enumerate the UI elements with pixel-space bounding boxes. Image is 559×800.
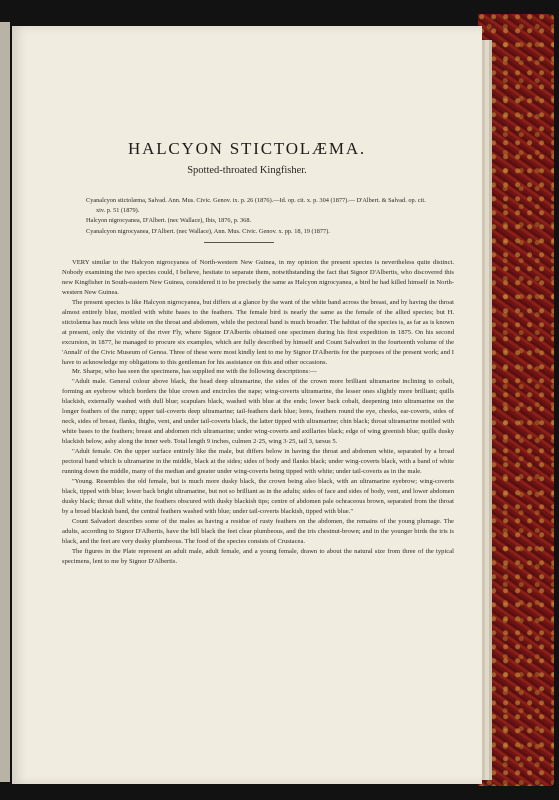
paragraph: Count Salvadori describes some of the males as having a residue of rusty feathers on the abdomen, the remains of the young plumage. The adults, according to Signor D'Albertis, have the bill black the feet clear plumbeous, and the iris chestnut-brown; and in the younger birds the iris is black, and the feet are very dusky plumbeous. The food of the species consists of Crustacea. [62, 517, 454, 545]
page-subtitle: Spotted-throated Kingfisher. [187, 165, 307, 176]
book-page [12, 26, 482, 784]
synonymy-block [86, 196, 426, 237]
synonym-entry: Cyanalcyon nigrocyanea, D'Albert. (nec Wallace), Ann. Mus. Civic. Genov. x. pp. 18, 19 (1877). [86, 227, 330, 235]
synonym-entry: Halcyon nigrocyanea, D'Albert. (nec Wallace), Ibis, 1876, p. 368. [86, 217, 252, 225]
paragraph: "Adult female. On the upper surface entirely like the male, but differs below in having the throat and abdomen white, separated by a broad pectoral band which is ultramarine in the middle, black at the sides; sides of body and flanks black; under wing-coverts black, with a band of white running down the middle, many of the median and greater under wing-coverts being tipped with white; under tail-coverts as in the male. [62, 448, 454, 476]
paragraph: VERY similar to the Halcyon nigrocyanea of North-western New Guinea, in my opinion the present species is nevertheless quite distinct. Nobody examining the two species could, I believe, hesitate to separate them, notwithstanding the fact that Signor D'Albertis, who discovered this new Kingfisher in South-eastern New Guinea, considered it to be precisely the same as Halcyon nigrocyanea, a bird he had killed himself in North-western New Guinea. [62, 259, 454, 296]
paragraph: "Adult male. General colour above black, the head deep ultramarine, the sides of the crown more brilliant ultramarine inclining to cobalt, forming an eyebrow which borders the blue crown and encircles the nape; wing-coverts ultramarine, the lesser ones slightly more brilliant; quills blackish, externally washed with dull blue; scapulars black, washed with blue at the ends; lower back cobalt, deepening into ultramarine on the longer feathers of the rump; upper tail-coverts deep ultramarine; tail-feathers dark blue; lores, feathers round the eye, cheeks, ear-coverts, sides of neck, sides of breast, flanks, thighs, vent, and under tail-coverts black, the latter tipped with ultramarine; chin black; throat ultramarine mottled with white bases to the feathers; breast and abdomen rich ultramarine; under wing-coverts and axillaries black; edge of wing greenish blue; quills dusky blackish below, ashy along the inner web. Total length 9 inches, culmen 2·25, wing 3·25, tail 3, tarsus 5. [62, 378, 454, 446]
paragraph: The figures in the Plate represent an adult male, adult female, and a young female, drawn to about the natural size from three of the typical specimens, lent to me by Signor D'Albertis. [62, 547, 454, 565]
page-title: HALCYON STICTOLÆMA. [128, 139, 366, 158]
paragraph: "Young. Resembles the old female, but is much more dusky black, the crown being also black, with an ultramarine eyebrow; wing-coverts black, tipped with blue; lower back bright ultramarine, but not so brilliant as in the adults; sides of face and sides of body, vent, and lower abdomen dusky black; throat dull white, the feathers obscured with dusky blackish tips; centre of abdomen pale ochraceous brown, separated from the throat by a broad blackish band, the central feathers washed with blue; under tail-coverts blackish, tipped with blue." [62, 477, 454, 515]
synonym-entry: Cyanalcyon stictolæma, Salvad. Ann. Mus. Civic. Genov. ix. p. 26 (1876).—Id. op. cit. x. p. 304 (1877).— D'Albert. & Salvad. op. cit. xiv. p. 51 (1879). [86, 197, 426, 215]
body-text [62, 258, 454, 567]
paragraph: The present species is like Halcyon nigrocyanea, but differs at a glance by the want of the white band across the breast, and by having the throat almost entirely blue, mottled with white bases to the feathers. The female bird is nearly the same as the female of the allied species; but H. stictolæma has much less white on the throat and abdomen, while the pectoral band is much broader. The habitat of the species is, as far as is known at present, only the vicinity of the river Fly, where Signor D'Albertis obtained one specimen during his first expedition in 1875. On his second excursion, in 1877, he managed to procure six examples, which are fully described by himself and Count Salvadori in the fourteenth volume of the 'Annali' of the Civic Museum of Genoa. Three of these were most kindly lent to me by Signor D'Albertis for the purposes of the present work; and I have to acknowledge my obligations to this gentleman for his assistance on this and other occasions. [62, 298, 454, 366]
binding-edge [0, 22, 10, 782]
paragraph: Mr. Sharpe, who has seen the specimens, has supplied me with the following descriptions:— [72, 368, 317, 376]
section-divider [204, 242, 274, 243]
